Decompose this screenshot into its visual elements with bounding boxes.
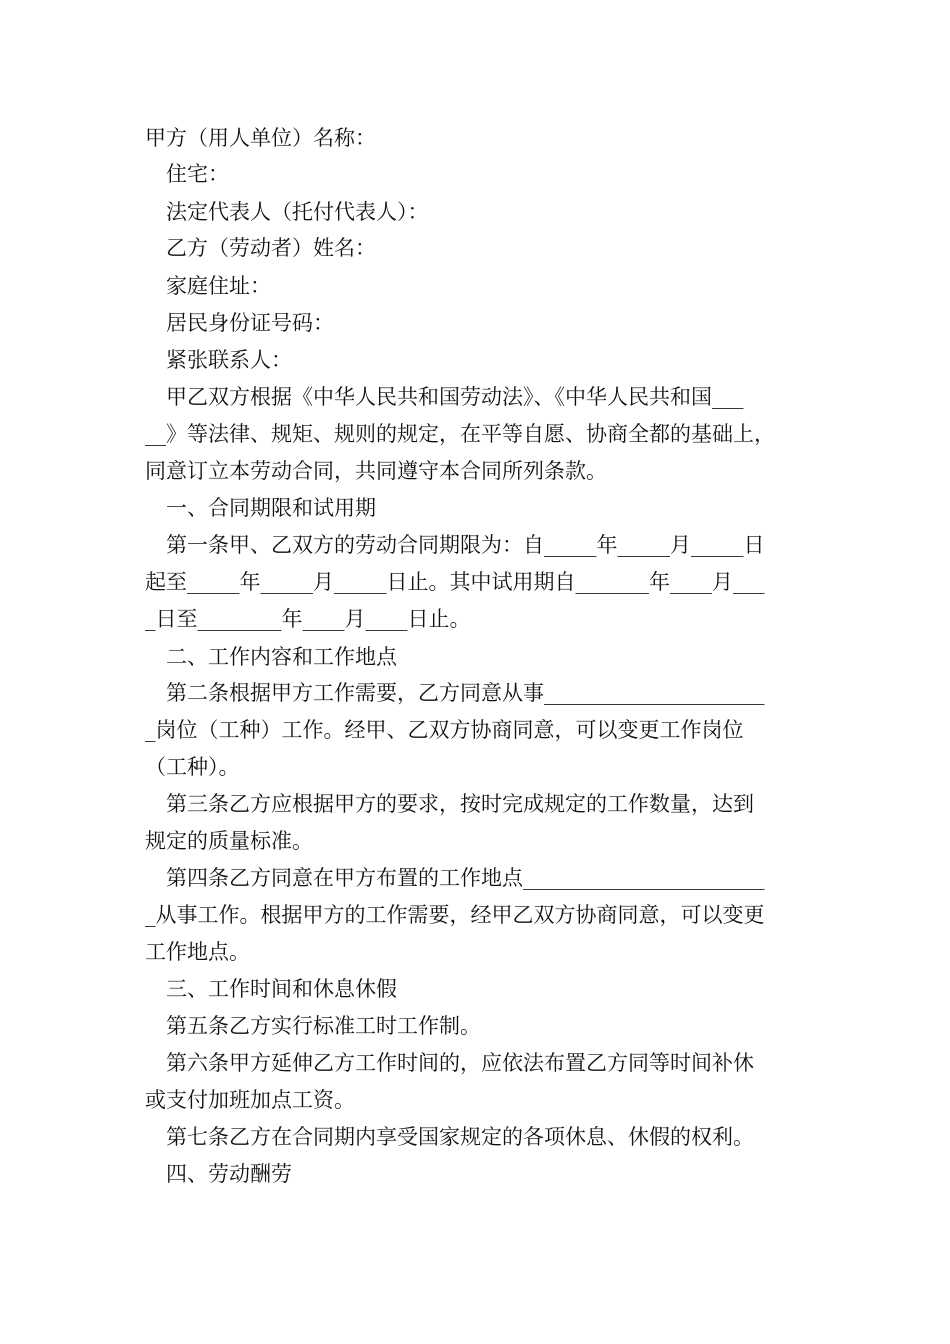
section-1-heading: 一、合同期限和试用期 — [145, 496, 376, 520]
article-4-line-2: _从事工作。根据甲方的工作需要，经甲乙双方协商同意，可以变更 — [145, 903, 765, 927]
article-2-line-2: _岗位（工种）工作。经甲、乙双方协商同意，可以变更工作岗位 — [145, 718, 744, 742]
section-3-heading: 三、工作时间和休息休假 — [145, 977, 397, 1001]
party-a-name-line: 甲方（用人单位）名称： — [145, 126, 376, 150]
preamble-line-2: __》等法律、规矩、规则的规定，在平等自愿、协商全都的基础上， — [145, 422, 775, 446]
article-7-line: 第七条乙方在合同期内享受国家规定的各项休息、休假的权利。 — [145, 1125, 754, 1149]
article-6-line-1: 第六条甲方延伸乙方工作时间的，应依法布置乙方同等时间补休 — [145, 1051, 754, 1075]
party-b-name-line: 乙方（劳动者）姓名： — [145, 236, 376, 260]
emergency-contact-line: 紧张联系人： — [145, 348, 292, 372]
article-2-line-3: （工种）。 — [145, 755, 240, 779]
article-1-line-2: 起至_____年_____月_____日止。其中试用期自_______年____月___ — [145, 570, 765, 594]
article-1-line-1: 第一条甲、乙双方的劳动合同期限为：自_____年_____月_____日 — [145, 533, 765, 557]
article-1-line-3: _日至________年____月____日止。 — [145, 607, 471, 631]
article-5-line: 第五条乙方实行标准工时工作制。 — [145, 1014, 481, 1038]
article-2-line-1: 第二条根据甲方工作需要，乙方同意从事_____________________ — [145, 681, 765, 705]
id-number-line: 居民身份证号码： — [145, 311, 334, 335]
legal-representative-line: 法定代表人（托付代表人）： — [145, 200, 429, 224]
article-3-line-1: 第三条乙方应根据甲方的要求，按时完成规定的工作数量，达到 — [145, 792, 754, 816]
article-3-line-2: 规定的质量标准。 — [145, 829, 313, 853]
home-address-line: 家庭住址： — [145, 274, 271, 298]
section-2-heading: 二、工作内容和工作地点 — [145, 645, 397, 669]
preamble-line-3: 同意订立本劳动合同，共同遵守本合同所列条款。 — [145, 459, 607, 483]
article-4-line-3: 工作地点。 — [145, 940, 250, 964]
preamble-line-1: 甲乙双方根据《中华人民共和国劳动法》、《中华人民共和国___ — [145, 385, 744, 409]
section-4-heading: 四、劳动酬劳 — [145, 1162, 292, 1186]
article-4-line-1: 第四条乙方同意在甲方布置的工作地点_______________________ — [145, 866, 765, 890]
article-6-line-2: 或支付加班加点工资。 — [145, 1088, 355, 1112]
party-a-address-line: 住宅： — [145, 162, 229, 186]
